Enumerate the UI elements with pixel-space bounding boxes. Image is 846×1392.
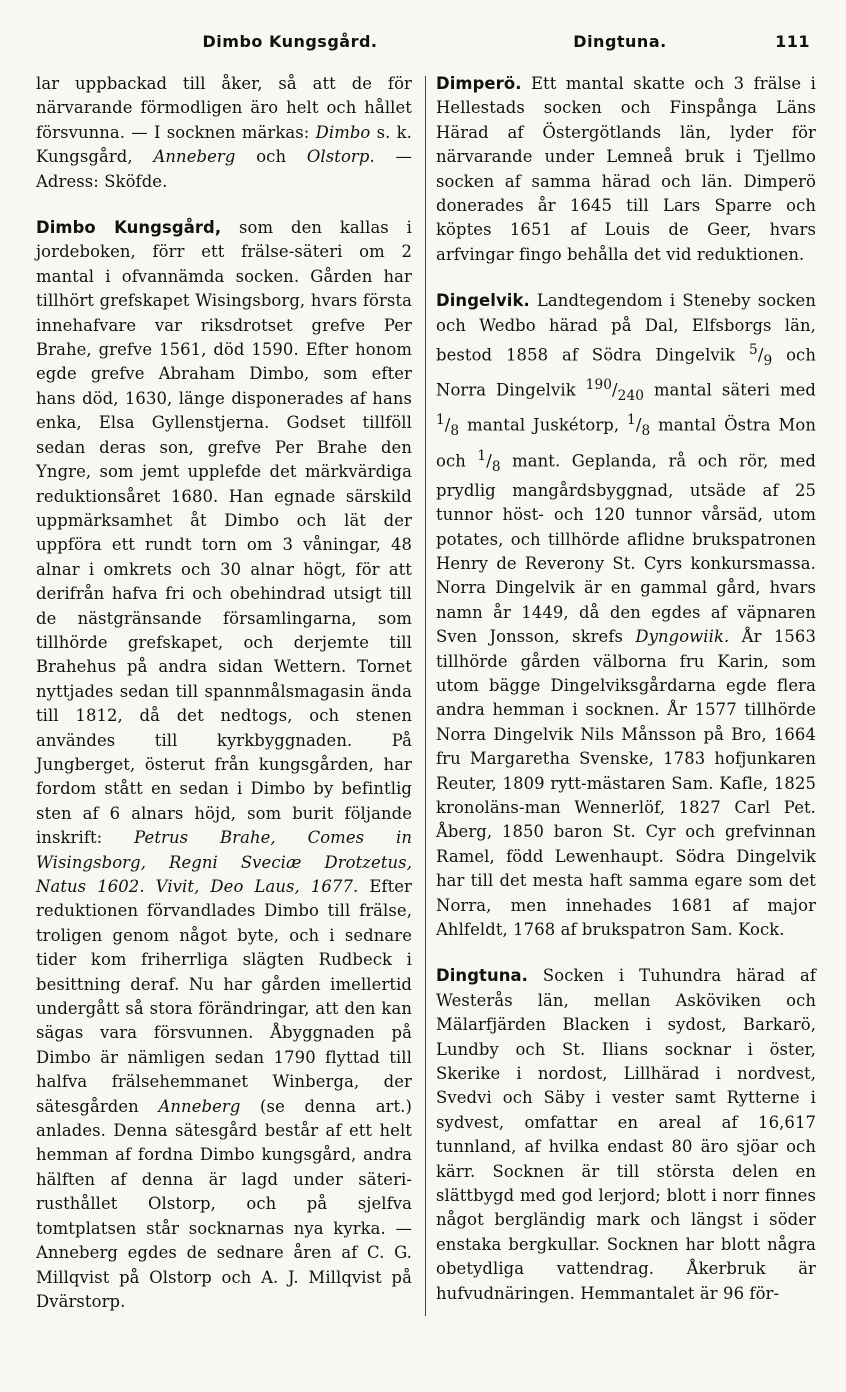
entry-heading: Dingtuna. (436, 966, 528, 986)
fraction-numerator: 1 (477, 447, 487, 464)
right-column (436, 72, 816, 1306)
fraction-numerator: 1 (627, 412, 636, 429)
fraction-denominator: 240 (617, 387, 645, 404)
text-run: mantal Juskétorp, (459, 415, 628, 435)
text-run: som den kallas i jordeboken, förr ett frälse-säteri om 2 mantal i ofvannämda socken. Gården har tillhört grefskapet Wisingsborg, hvars första innehafvare var riksdrotset grefve Per Brahe, grefve 1561, död 1590. Efter honom egde grefve Abraham Dimbo, som efter hans död, 1630, länge disponerades af hans enka, Elsa Gyllenstjerna. Godset tillföll sedan deras son, grefve Per Brahe den Yngre, som jemt upplefde det märkvärdiga reduktionsåret 1680. Han egnade särskild uppmärksamhet åt Dimbo och lät der uppföra ett rundt torn om 3 våningar, 48 alnar i omkrets och 30 alnar högt, för att derifrån hafva fri och obehindrad utsigt till de nästgränsande församlingarna, som tillhörde grefskapet, och derjemte till Brahehus på andra sidan Wettern. Tornet nyttjades sedan till spannmålsmagasin ända till 1812, då det nedtogs, och stenen användes till kyrkbyggnaden. På Jungberget, österut från kungsgården, har fordom stått en sedan i Dimbo by befintlig sten af 6 alnars höjd, som burit följande inskrift: (36, 218, 412, 848)
entry-dingtuna (436, 964, 816, 1306)
entry-dimpero (436, 72, 816, 267)
paragraph-intro (36, 72, 412, 194)
entry-heading: Dimbo Kungsgård, (36, 218, 222, 238)
text-run: — Adress: Sköfde. (36, 147, 413, 191)
text-run: och Norra Dingelvik (436, 345, 816, 400)
running-header-right: Dingtuna. (573, 32, 667, 51)
fraction-denominator: 8 (450, 423, 460, 440)
text-run: mantal Östra Mon och (436, 415, 816, 470)
entry-dimbo-kungsgard (36, 216, 412, 1314)
fraction-numerator: 5 (749, 342, 758, 359)
entry-dingelvik: Dingelvik. Landtegendom i Steneby socken och Wedbo härad på Dal, Elfsborgs län, bestod 1858 af Södra Dingelvik $^5/_9$ och Norra Dingelvik $^{190}/_{240}$ mantal säteri med $^1/_8$ mantal Juskétorp, $^1/_8$ mantal Östra Mon och $^1/_8$ mant. Geplanda, rå och rör, med prydlig mangårdsbyggnad, utsäde af 25 tunnor höst- och 120 tunnor vårsäd, utom potates, och tillhörde aflidne brukspatronen Henry de Reverony St. Cyrs konkursmassa. Norra Dingelvik är en gammal gård, hvars namn år 1449, då den egdes af väpnaren Sven Jonsson, skrefs Dyngowiik. År 1563 tillhörde gården välborna fru Karin, som utom bägge Dingelviksgårdarna egde flera andra hemman i socknen. År 1577 tillhörde Norra Dingelvik Nils Månsson på Bro, 1664 fru Margaretha Svenske, 1783 hofjunkaren Reuter, 1809 rytt-mästaren Sam. Kafle, 1825 kronoläns-man Wennerlöf, 1827 Carl Pet. Åberg, 1850 baron St. Cyr och grefvinnan Ramel, född Lewenhaupt. Södra Dingelvik har till det mesta haft samma egare som det Norra, men innehades 1681 af major Ahlfeldt, 1768 af brukspatron Sam. Kock. (436, 291, 817, 939)
fraction-numerator: 1 (436, 412, 445, 429)
text-run: mantal säteri med (644, 380, 817, 400)
fraction-denominator: 8 (641, 423, 651, 440)
text-run: Efter reduktionen förvandlades Dimbo till frälse, troligen genom något byte, och i sednare tider kom friherrliga slägten Rudbeck i besittning deraf. Nu har gården imellertid undergått så stora förändringar, att den kan sägas vara försvunnen. Åbyggnaden på Dimbo är nämligen sedan 1790 flyttad till halfva frälsehemmanet Winberga, der sätesgården (36, 877, 412, 1116)
running-header-left: Dimbo Kungsgård. (202, 32, 378, 51)
text-run: År 1563 tillhörde gården välborna fru Karin, som utom bägge Dingelviksgårdarna egde flera andra hemman i socknen. År 1577 tillhörde Norra Dingelvik Nils Månsson på Bro, 1664 fru Margaretha Svenske, 1783 hofjunkaren Reuter, 1809 rytt-mästaren Sam. Kafle, 1825 kronoläns-man Wennerlöf, 1827 Carl Pet. Åberg, 1850 baron St. Cyr och grefvinnan Ramel, född Lewenhaupt. Södra Dingelvik har till det mesta haft samma egare som det Norra, men innehades 1681 af major Ahlfeldt, 1768 af brukspatron Sam. Kock. (436, 627, 816, 939)
text-run: lar uppbackad till åker, så att de för närvarande förmodligen äro helt och hållet försvunna. — I socknen märkas: (36, 74, 412, 142)
italic-inscription: Petrus Brahe, Comes in Wisingsborg, Regni Sveciæ Drotzetus, Natus 1602. Vivit, Deo Laus, 1677. (36, 828, 412, 896)
italic-old-name: Dyngowiik. (635, 627, 730, 647)
text-run: Landtegendom i Steneby socken och Wedbo härad på Dal, Elfsborgs län, bestod 1858 af Södra Dingelvik (436, 291, 816, 365)
left-column (36, 72, 412, 1314)
text-run: s. k. Kungsgård, (36, 122, 412, 167)
page-number: 111 (775, 32, 810, 51)
text-run: (se denna art.) anlades. Denna sätesgård består af ett helt hemman af fordna Dimbo kungsgård, andra hälften af denna är lagd under säteri-rusthållet Olstorp, och på sjelfva tomtplatsen står socknarnas nya kyrka. — Anneberg egdes de sednare åren af C. G. Millqvist på Olstorp och A. J. Millqvist på Dvärstorp. (36, 1096, 412, 1311)
text-run: Socken i Tuhundra härad af Westerås län, mellan Asköviken och Mälarfjärden Blacken i sydost, Barkarö, Lundby och St. Ilians socknar i öster, Skerike i nordost, Lillhärad i nordvest, Svedvi och Säby i vester samt Rytterne i sydvest, omfattar en areal af 16,617 tunnland, af hvilka endast 80 äro sjöar och kärr. Socknen är till största delen en slättbygd med god lerjord; blott i norr finnes något bergländig mark och längst i söder enstaka bergkullar. Socknen har blott några obetydliga vattendrag. Åkerbruk är hufvudnäringen. Hemmantalet är 96 för- (436, 966, 816, 1303)
text-run: mant. Geplanda, rå och rör, med prydlig mangårdsbyggnad, utsäde af 25 tunnor höst- och 120 tunnor vårsäd, utom potates, och tillhörde aflidne brukspatronen Henry de Reverony St. Cyrs konkursmassa. Norra Dingelvik är en gammal gård, hvars namn år 1449, då den egdes af väpnaren Sven Jonsson, skrefs (436, 451, 816, 647)
entry-heading: Dimperö. (436, 74, 522, 93)
text-run: Ett mantal skatte och 3 frälse i Hellestads socken och Finspånga Läns Härad af Östergötlands län, lyder för närvarande under Lemneå bruk i Tjellmo socken af samma härad och län. Dimperö donerades år 1645 till Lars Sparre och köptes 1651 af Louis de Geer, hvars arfvingar fingo behålla det vid reduktionen. (436, 74, 816, 264)
column-divider (425, 76, 426, 1316)
text-run: och (235, 147, 307, 167)
italic-place-name: Anneberg (153, 147, 236, 167)
fraction-numerator: 190 (585, 377, 613, 394)
italic-place-name: Olstorp. (306, 147, 375, 167)
fraction-denominator: 9 (763, 352, 773, 369)
italic-place-name: Dimbo (315, 122, 371, 142)
fraction-denominator: 8 (491, 458, 501, 475)
italic-place-name: Anneberg (158, 1096, 241, 1116)
entry-heading: Dingelvik. (436, 291, 530, 311)
